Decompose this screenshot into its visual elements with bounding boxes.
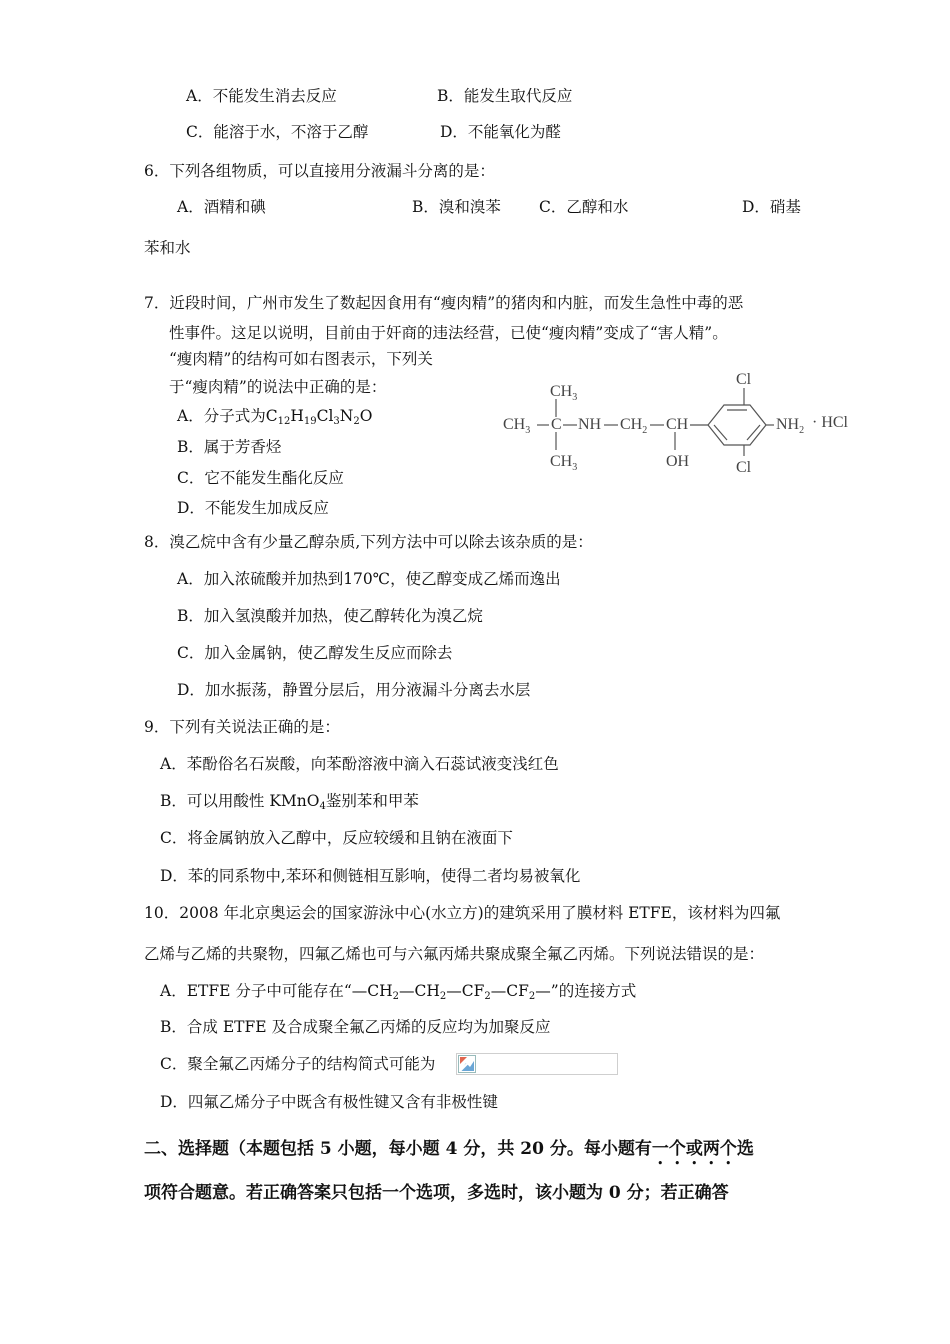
ring-double-bond-3 [714, 425, 727, 440]
q5-option-d: D．不能氧化为醛 [440, 123, 561, 141]
q8-option-d: D．加水振荡，静置分层后，用分液漏斗分离去水层 [177, 681, 531, 699]
q9-option-c: C．将金属钠放入乙醇中，反应较缓和且钠在液面下 [160, 829, 513, 847]
struct-cl-top: Cl [736, 371, 752, 388]
q7-option-c: C．它不能发生酯化反应 [177, 469, 344, 487]
q7-stem-line1: 7．近段时间，广州市发生了数起因食用有“瘦肉精”的猪肉和内脏，而发生急性中毒的恶 [144, 294, 744, 312]
section2-heading-line1: 二、选择题（本题包括 5 小题，每小题 4 分，共 20 分。每小题有一个或两个选 [144, 1139, 754, 1159]
struct-nh2: $NH_2$ [776, 416, 805, 436]
q10-stem-line2: 乙烯与乙烯的共聚物，四氟乙烯也可与六氟丙烯共聚成聚全氟乙丙烯。下列说法错误的是： [144, 945, 765, 963]
q10-option-c: C．聚全氟乙丙烯分子的结构简式可能为 [160, 1055, 436, 1073]
q7-option-d: D．不能发生加成反应 [177, 499, 329, 517]
benzene-ring [708, 405, 766, 445]
q10-option-a: A．ETFE 分子中可能存在“$—CH_2—CH_2—CF_2—CF_2—$”的连接方式 [160, 982, 637, 1002]
struct-hcl: · HCl [812, 414, 848, 431]
struct-ch: CH [666, 416, 689, 433]
q8-option-b: B．加入氢溴酸并加热，使乙醇转化为溴乙烷 [177, 607, 483, 625]
q7-stem-line4: 于“瘦肉精”的说法中正确的是： [169, 378, 387, 396]
section2-heading-line2: 项符合题意。若正确答案只包括一个选项，多选时，该小题为 0 分；若正确答 [144, 1183, 729, 1203]
q6-option-d-continued: 苯和水 [144, 239, 191, 257]
q6-option-b: B．溴和溴苯 [412, 198, 501, 216]
struct-c: C [551, 416, 562, 433]
q8-option-a: A．加入浓硫酸并加热到170℃，使乙醇变成乙烯而逸出 [177, 570, 561, 588]
q9-option-b: B．可以用酸性 KMnO$_4$鉴别苯和甲苯 [160, 792, 419, 812]
q6-option-d: D．硝基 [742, 198, 801, 216]
q5-option-c: C．能溶于水，不溶于乙醇 [186, 123, 369, 141]
ring-double-bond-2 [747, 425, 760, 440]
struct-cl-bottom: Cl [736, 459, 752, 476]
q10-option-d: D．四氟乙烯分子中既含有极性键又含有非极性键 [160, 1093, 498, 1111]
q10-option-b: B．合成 ETFE 及合成聚全氟乙丙烯的反应均为加聚反应 [160, 1018, 551, 1036]
q7-stem-line3: “瘦肉精”的结构可如右图表示，下列关 [169, 350, 433, 368]
q7-stem-line2: 性事件。这足以说明，目前由于奸商的违法经营，已使“瘦肉精”变成了“害人精”。 [169, 324, 728, 342]
struct-nh: NH [578, 416, 602, 433]
q9-option-a: A．苯酚俗名石炭酸，向苯酚溶液中滴入石蕊试液变浅红色 [160, 755, 559, 773]
q5-option-a: A．不能发生消去反应 [186, 87, 337, 105]
struct-ch3-bottom: $CH_3$ [550, 453, 578, 473]
q6-stem: 6．下列各组物质，可以直接用分液漏斗分离的是： [144, 162, 495, 180]
struct-oh: OH [666, 453, 690, 470]
struct-ch2: $CH_2$ [620, 416, 648, 436]
q7-option-a: A．分子式为$C_{12}H_{19}Cl_3N_2O$ [177, 407, 373, 427]
broken-image-placeholder [456, 1053, 618, 1075]
q10-stem-line1: 10．2008 年北京奥运会的国家游泳中心(水立方)的建筑采用了膜材料 ETFE，该材料为四氟 [144, 904, 781, 922]
q9-stem: 9．下列有关说法正确的是： [144, 718, 340, 736]
q6-option-c: C．乙醇和水 [539, 198, 629, 216]
q8-option-c: C．加入金属钠，使乙醇发生反应而除去 [177, 644, 453, 662]
clenbuterol-structure-diagram [500, 368, 860, 478]
struct-ch3-left: $CH_3$ [503, 416, 531, 436]
q9-option-d: D．苯的同系物中,苯环和侧链相互影响，使得二者均易被氧化 [160, 867, 581, 885]
struct-ch3-top: $CH_3$ [550, 383, 578, 403]
q5-option-b: B．能发生取代反应 [437, 87, 573, 105]
broken-image-icon [458, 1055, 476, 1073]
q8-stem: 8．溴乙烷中含有少量乙醇杂质,下列方法中可以除去该杂质的是： [144, 533, 593, 551]
q7-option-b: B．属于芳香烃 [177, 438, 282, 456]
q6-option-a: A．酒精和碘 [177, 198, 266, 216]
